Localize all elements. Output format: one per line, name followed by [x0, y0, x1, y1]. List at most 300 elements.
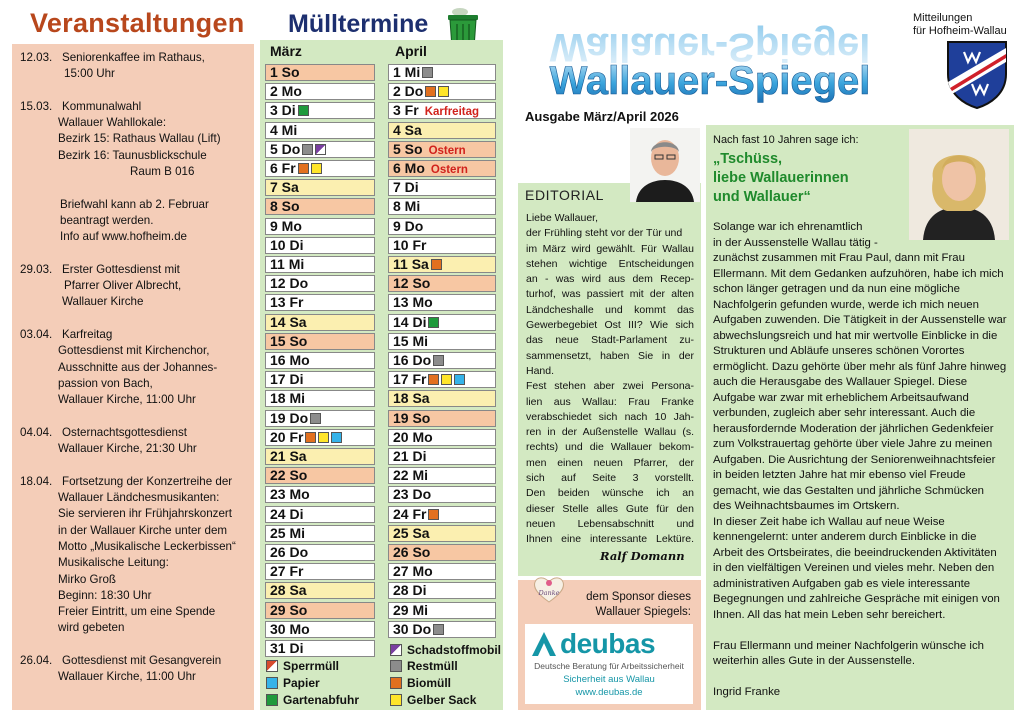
- event-text: beantragt werden.: [60, 213, 154, 227]
- event-line: [12, 620, 252, 636]
- farewell-line: zunächst zusammen mit Frau Paul, dann mit Frau: [713, 252, 965, 264]
- day-label: 19 So: [393, 409, 431, 426]
- event-text: passion von Bach,: [58, 376, 153, 390]
- event-text: Info auf www.hofheim.de: [60, 230, 187, 244]
- calendar-day: [265, 390, 375, 407]
- calendar-day: [388, 467, 496, 484]
- farewell-line: [713, 670, 1009, 686]
- farewell-line: gemacht, wie das Gestalten und jährliche Schmücken: [713, 484, 984, 497]
- day-label: 30 Do: [393, 620, 432, 637]
- sponsor-subtitle: Deutsche Beratung für Arbeitssicherheit: [534, 661, 684, 671]
- event-text: Wallauer Wahllokale:: [58, 116, 167, 130]
- day-label: 6 Fr: [270, 160, 296, 176]
- mitteilungen-line-2: für Hofheim-Wallau: [913, 25, 1007, 37]
- farewell-headline: [713, 150, 849, 207]
- event-line: [12, 376, 252, 392]
- day-label: 31 Di: [270, 640, 304, 656]
- bin-orange-icon: [428, 509, 439, 520]
- editorial-text: [526, 211, 694, 548]
- day-label: 12 So: [393, 275, 431, 292]
- farewell-line: in beiden letzten Jahre hat mir ebenso viel Freude: [713, 469, 966, 481]
- event-line: [12, 327, 252, 343]
- calendar-day: [388, 621, 496, 638]
- calendar-day: [388, 448, 496, 465]
- events-title: Veranstaltungen: [30, 8, 245, 38]
- day-label: 16 Mo: [270, 352, 310, 368]
- calendar-day: [388, 179, 496, 196]
- day-label: 15 So: [270, 332, 308, 349]
- event-line: [12, 360, 252, 376]
- calendar-day: [265, 333, 375, 350]
- deubas-logo-icon: [530, 630, 558, 658]
- editorial-line: verabschiedet sich nach 10 Jah-: [526, 410, 694, 423]
- calendar-day: [265, 467, 375, 484]
- calendar-day: [265, 352, 375, 369]
- sponsor-text: [585, 590, 691, 620]
- farewell-line: [713, 623, 1009, 639]
- event-text: Kommunalwahl: [62, 99, 142, 113]
- farewell-line: auch die Herausgabe des Wallauer Spiegel. Diese: [713, 376, 968, 388]
- calendar-day: [265, 256, 375, 273]
- editorial-line: dieser Stelle alles Gute für den: [526, 502, 694, 515]
- day-label: 4 Mi: [270, 121, 298, 138]
- calendar-day: [265, 83, 375, 100]
- month-label-april: April: [395, 43, 427, 59]
- event-text: Bezirk 16: Taunusblickschule: [58, 148, 207, 162]
- editorial-signature: Ralf Domann: [600, 549, 685, 563]
- sponsor-url-link[interactable]: www.deubas.de: [575, 687, 643, 698]
- holiday-note: Karfreitag: [424, 106, 480, 119]
- calendar-day: [388, 314, 496, 331]
- bin-yellow-icon: [441, 374, 452, 385]
- legend-item: [266, 676, 320, 690]
- legend-orange-icon: [390, 677, 402, 689]
- calendar-day: [265, 506, 375, 523]
- calendar-day: [388, 237, 496, 254]
- day-label: 21 Di: [393, 448, 427, 464]
- day-label: 6 Mo: [393, 160, 425, 176]
- mitteilungen-label: [913, 12, 1007, 38]
- calendar-day: [265, 582, 375, 599]
- day-label: 23 Do: [393, 486, 432, 503]
- event-text: Ausschnitte aus der Johannes-: [58, 360, 218, 374]
- calendar-day: [388, 563, 496, 580]
- editorial-line: Liebe Wallauer,: [526, 212, 598, 224]
- editorial-line: der Frühling steht vor der Tür und: [526, 227, 683, 240]
- event-text: Freier Eintritt, um eine Spende: [58, 605, 216, 619]
- day-label: 26 So: [393, 544, 431, 560]
- editorial-line: sammensetzt, haben Sie in der: [526, 349, 694, 362]
- day-label: 2 Do: [393, 83, 424, 100]
- calendar-day: [265, 448, 375, 465]
- calendar-day: [388, 64, 496, 81]
- farewell-line: Aufgaben zuwenden. Die Tätigkeit in der Aussenstelle war: [713, 314, 1007, 326]
- event-line: [12, 539, 252, 555]
- headline-line-2: liebe Wallauerinnen: [713, 170, 849, 186]
- calendar-day: [265, 486, 375, 503]
- event-line: [12, 555, 252, 571]
- event-line: [12, 66, 252, 82]
- calendar-day: [388, 160, 496, 177]
- day-label: 18 Mi: [270, 390, 306, 407]
- calendar-day: [388, 352, 496, 369]
- calendar-day: [388, 371, 496, 388]
- day-label: 24 Fr: [393, 505, 427, 522]
- farewell-line: herausfordernde Moderation der jährlichen Gedenkfeier: [713, 422, 994, 435]
- day-label: 13 Mo: [393, 294, 433, 311]
- event-line: [12, 669, 252, 685]
- holiday-note: Ostern: [428, 144, 466, 157]
- mitteilungen-line-1: Mitteilungen: [913, 12, 973, 24]
- farewell-line: Ihnen. All das hat mein Leben sehr bereichert.: [713, 608, 946, 621]
- bin-orange-icon: [305, 432, 316, 443]
- events-list: [12, 50, 252, 686]
- legend-label: Schadstoffmobil: [407, 643, 502, 657]
- event-line: [12, 148, 252, 164]
- day-label: 28 Sa: [270, 582, 307, 599]
- farewell-line: kennengelernt: unter anderem durch Einblicke in die: [713, 531, 977, 543]
- farewell-line: verbunden, zugleich aber sehr interessant. Auch die: [713, 407, 976, 419]
- events-panel: [12, 44, 254, 710]
- calendar-day: [388, 122, 496, 139]
- editorial-line: im März wird gewählt. Für Wallau: [526, 242, 694, 255]
- calendar-day: [265, 410, 375, 427]
- event-line: [12, 409, 252, 425]
- editorial-line: Ländcheshalle und kommt das: [526, 303, 694, 316]
- event-line: [12, 164, 252, 180]
- event-line: [12, 246, 252, 262]
- farewell-line: in den vielfältigen Vereinen und vieles mehr. Neben den: [713, 562, 995, 574]
- coat-of-arms-icon: [946, 40, 1008, 110]
- event-line: [12, 180, 252, 196]
- event-line: [12, 653, 252, 669]
- farewell-text: [713, 220, 1009, 701]
- calendar-day: [265, 314, 375, 331]
- editorial-line: rechts) und die Wallauer bekom-: [526, 441, 694, 454]
- calendar-day: [388, 506, 496, 523]
- bin-orange-icon: [425, 86, 436, 97]
- event-line: [12, 343, 252, 359]
- event-date: 26.04.: [20, 653, 53, 667]
- bin-orange-icon: [431, 259, 442, 270]
- day-label: 2 Mo: [270, 83, 302, 100]
- day-label: 17 Fr: [393, 371, 427, 388]
- event-line: [12, 637, 252, 653]
- event-line: [12, 588, 252, 604]
- farewell-line: abwechslungsreich und hat mir wertvolle Einblicke in die: [713, 329, 998, 342]
- day-label: 23 Mo: [270, 486, 310, 503]
- farewell-line: ermöglicht. Dazu gehörte über mehr als fünf Jahre hinweg: [713, 360, 1007, 373]
- event-date: 03.04.: [20, 328, 53, 342]
- farewell-line: schon länger getragen und da nun eine mögliche: [713, 283, 960, 295]
- calendar-day: [265, 621, 375, 638]
- sponsor-tagline: Sicherheit aus Wallau: [563, 674, 655, 685]
- farewell-line: Ingrid Franke: [713, 686, 781, 698]
- calendar-day: [265, 640, 375, 657]
- svg-text:Danke: Danke: [538, 589, 560, 597]
- legend-item: [266, 659, 339, 673]
- sponsor-name: deubas: [560, 628, 656, 659]
- event-line: [12, 425, 252, 441]
- bin-gray-icon: [433, 355, 444, 366]
- event-text: Erster Gottesdienst mit: [62, 262, 180, 276]
- day-label: 25 Mi: [270, 524, 306, 541]
- legend-label: Gartenabfuhr: [283, 693, 360, 707]
- calendar-day: [388, 582, 496, 599]
- event-line: [12, 490, 252, 506]
- legend-schad-icon: [390, 644, 402, 656]
- day-label: 21 Sa: [270, 448, 307, 464]
- issue-label: Ausgabe März/April 2026: [525, 109, 679, 124]
- legend-label: Restmüll: [407, 659, 458, 673]
- holiday-note: Ostern: [430, 164, 468, 176]
- legend-label: Gelber Sack: [407, 693, 477, 707]
- event-text: Karfreitag: [62, 328, 113, 342]
- day-label: 12 Do: [270, 275, 309, 292]
- event-line: [12, 115, 252, 131]
- farewell-line: Begegnungen und zahlreiche Gespräche mit einigen von: [713, 593, 1000, 605]
- farewell-line: zum Volkstrauertag gehörte über viele Jahre zu meinen: [713, 438, 993, 450]
- editorial-line: sich auf Seite 3 vorstellt.: [526, 472, 694, 485]
- bin-gray-icon: [302, 144, 313, 155]
- svg-text:Wallauer-Spiegel: Wallauer-Spiegel: [549, 25, 871, 69]
- event-text: Gottesdienst mit Kirchenchor,: [58, 344, 210, 358]
- bin-blue-icon: [454, 374, 465, 385]
- day-label: 26 Do: [270, 544, 309, 560]
- legend-item: [390, 676, 451, 690]
- day-label: 1 So: [270, 64, 300, 80]
- calendar-day: [388, 102, 496, 119]
- editorial-line: neuen Lebensabschnitt und: [526, 517, 694, 530]
- event-line: [12, 278, 252, 294]
- day-label: 22 Mi: [393, 467, 429, 484]
- day-label: 8 So: [270, 198, 300, 215]
- day-label: 7 Sa: [270, 179, 299, 196]
- calendar-day: [388, 429, 496, 446]
- day-label: 28 Di: [393, 582, 427, 599]
- bin-green-icon: [298, 105, 309, 116]
- calendar-day: [388, 256, 496, 273]
- event-line: [12, 197, 252, 213]
- farewell-line: In dieser Zeit habe ich Wallau auf neue Weise: [713, 515, 945, 528]
- calendar-day: [388, 218, 496, 235]
- day-label: 17 Di: [270, 371, 304, 388]
- event-line: [12, 572, 252, 588]
- legend-yellow-icon: [390, 694, 402, 706]
- event-text: Raum B 016: [130, 165, 195, 179]
- editorial-line: lien aus Wallau: Frau Franke: [526, 395, 694, 408]
- day-label: 13 Fr: [270, 294, 304, 311]
- sponsor-text-line-2: Wallauer Spiegels:: [595, 606, 691, 618]
- event-line: [12, 213, 252, 229]
- bin-gray-icon: [422, 67, 433, 78]
- day-label: 29 Mi: [393, 601, 429, 618]
- heart-icon: [532, 574, 566, 604]
- calendar-day: [265, 141, 375, 158]
- event-text: Wallauer Kirche, 21:30 Uhr: [58, 442, 197, 456]
- farewell-line: des Weihnachtsbaumes im Ortskern.: [713, 500, 900, 512]
- day-label: 20 Fr: [270, 428, 304, 445]
- day-label: 22 So: [270, 467, 308, 484]
- event-line: [12, 83, 252, 99]
- day-label: 15 Mi: [393, 332, 429, 349]
- day-label: 3 Di: [270, 102, 296, 119]
- calendar-day: [388, 525, 496, 542]
- farewell-line: administrativen Aufgaben gab es viele interessante: [713, 577, 971, 590]
- farewell-line: Frau Ellermann und meiner Nachfolgerin wünsche ich: [713, 639, 984, 652]
- event-text: wird gebeten: [58, 621, 125, 635]
- legend-item: [390, 643, 501, 657]
- calendar-day: [388, 141, 496, 158]
- event-date: 04.04.: [20, 425, 53, 439]
- event-text: Sie servieren ihr Frühjahrskonzert: [58, 507, 232, 521]
- headline-line-3: und Wallauer“: [713, 189, 811, 205]
- farewell-line: weiterhin alles Gute in der Aussenstelle.: [713, 655, 915, 667]
- bin-orange-icon: [428, 374, 439, 385]
- day-label: 7 Di: [393, 179, 419, 196]
- day-label: 30 Mo: [270, 620, 310, 637]
- sponsor-ad[interactable]: [525, 624, 693, 704]
- day-label: 25 Sa: [393, 524, 430, 541]
- day-label: 3 Fr: [393, 102, 419, 119]
- event-line: [12, 441, 252, 457]
- calendar-day: [265, 160, 375, 177]
- event-text: Gottesdienst mit Gesangverein: [62, 653, 222, 667]
- calendar-day: [265, 429, 375, 446]
- event-text: in der Wallauer Kirche unter dem: [58, 523, 228, 537]
- masthead-title: Wallauer-Spiegel: [549, 59, 871, 103]
- calendar-day: [388, 410, 496, 427]
- editorial-line: Ihnen eine interessante Lektüre.: [526, 533, 694, 546]
- legend-gray-icon: [390, 660, 402, 672]
- legend-item: [266, 693, 359, 707]
- day-label: 10 Di: [270, 236, 304, 253]
- farewell-line: in der Aussenstelle Wallau tätig -: [713, 236, 878, 249]
- editorial-line: Den beiden wünsche ich an: [526, 487, 694, 500]
- farewell-line: Nachfolgerin gefunden wurde, werde ich mich neuen: [713, 298, 979, 311]
- farewell-line: Aufgaben. Die Ausrichtung der Seniorenweihnachtsfeier: [713, 453, 996, 466]
- legend-blue-icon: [266, 677, 278, 689]
- calendar-day: [265, 275, 375, 292]
- editorial-line: Hand.: [526, 364, 555, 377]
- calendar-day: [388, 486, 496, 503]
- editorial-line: Gewerbegebiet Ost III? Wie sich: [526, 319, 694, 332]
- event-line: [12, 604, 252, 620]
- calendar-day: [388, 83, 496, 100]
- day-label: 24 Di: [270, 505, 304, 522]
- calendar-day: [388, 602, 496, 619]
- event-line: [12, 523, 252, 539]
- event-date: 18.04.: [20, 474, 53, 488]
- editor-portrait-image: [630, 128, 700, 202]
- bin-green-icon: [428, 317, 439, 328]
- farewell-intro: Nach fast 10 Jahren sage ich:: [713, 134, 859, 146]
- calendar-day: [265, 218, 375, 235]
- day-label: 29 So: [270, 601, 308, 618]
- event-text: Mirko Groß: [58, 572, 116, 586]
- farewell-line: Strukturen und Abläufe unseres schönen Vorortes: [713, 345, 965, 357]
- event-line: [12, 294, 252, 310]
- farewell-line: Arbeit des Ortsbeirates, die beeindruckenden Aktivitäten: [713, 546, 997, 559]
- event-text: 15:00 Uhr: [64, 67, 115, 81]
- legend-green-icon: [266, 694, 278, 706]
- bin-yellow-icon: [311, 163, 322, 174]
- event-text: Musikalische Leitung:: [58, 556, 169, 570]
- event-date: 15.03.: [20, 99, 53, 113]
- day-label: 10 Fr: [393, 236, 427, 253]
- event-text: Briefwahl kann ab 2. Februar: [60, 197, 209, 211]
- event-line: [12, 262, 252, 278]
- bin-orange-icon: [298, 163, 309, 174]
- event-line: [12, 50, 252, 66]
- day-label: 27 Fr: [270, 563, 304, 580]
- event-line: [12, 311, 252, 327]
- editorial-title: EDITORIAL: [525, 187, 605, 203]
- calendar-day: [265, 371, 375, 388]
- legend-sperr-icon: [266, 660, 278, 672]
- calendar-day: [265, 602, 375, 619]
- calendar-day: [265, 198, 375, 215]
- event-text: Beginn: 18:30 Uhr: [58, 588, 152, 602]
- bin-schad-icon: [315, 144, 326, 155]
- day-label: 20 Mo: [393, 428, 433, 445]
- calendar-day: [265, 102, 375, 119]
- event-text: Motto „Musikalische Leckerbissen“: [58, 539, 236, 553]
- editorial-line: stehen wichtige Entscheidungen: [526, 257, 694, 270]
- calendar-day: [265, 525, 375, 542]
- event-line: [12, 229, 252, 245]
- day-label: 19 Do: [270, 409, 309, 426]
- event-text: Seniorenkaffee im Rathaus,: [62, 51, 205, 64]
- editorial-line: turhof, was passiert mit der alten: [526, 288, 694, 301]
- event-line: [12, 99, 252, 115]
- day-label: 11 Mi: [270, 256, 305, 272]
- legend-label: Sperrmüll: [283, 659, 340, 673]
- event-line: [12, 457, 252, 473]
- event-date: 12.03.: [20, 51, 53, 64]
- bin-gray-icon: [310, 413, 321, 424]
- sponsor-text-line-1: dem Sponsor dieses: [586, 591, 691, 603]
- editorial-line: men einen neuen Pfarrer, der: [526, 456, 694, 469]
- bin-yellow-icon: [438, 86, 449, 97]
- farewell-line: Solange war ich ehrenamtlich: [713, 221, 863, 233]
- bin-blue-icon: [331, 432, 342, 443]
- calendar-day: [265, 544, 375, 561]
- day-label: 1 Mi: [393, 64, 421, 80]
- event-text: Bezirk 15: Rathaus Wallau (Lift): [58, 132, 221, 146]
- editorial-line: an - was wird aus dem Recep-: [526, 273, 694, 286]
- legend-label: Papier: [283, 676, 320, 690]
- masthead-logo: [520, 18, 900, 108]
- calendar-day: [265, 294, 375, 311]
- calendar-day: [265, 237, 375, 254]
- event-line: [12, 474, 252, 490]
- event-text: Wallauer Ländchesmusikanten:: [58, 491, 220, 505]
- event-line: [12, 131, 252, 147]
- day-label: 14 Di: [393, 313, 427, 330]
- farewell-line: Aufgabe war zwar mit erheblichem Arbeitsaufwand: [713, 391, 969, 404]
- day-label: 16 Do: [393, 352, 432, 368]
- calendar-day: [265, 122, 375, 139]
- day-label: 11 Sa: [393, 256, 429, 272]
- day-label: 18 Sa: [393, 390, 430, 407]
- event-text: Wallauer Kirche: [62, 295, 144, 309]
- legend-label: Biomüll: [407, 676, 451, 690]
- legend-item: [390, 659, 458, 673]
- calendar-day: [265, 563, 375, 580]
- bin-gray-icon: [433, 624, 444, 635]
- event-text: Wallauer Kirche, 11:00 Uhr: [58, 393, 196, 407]
